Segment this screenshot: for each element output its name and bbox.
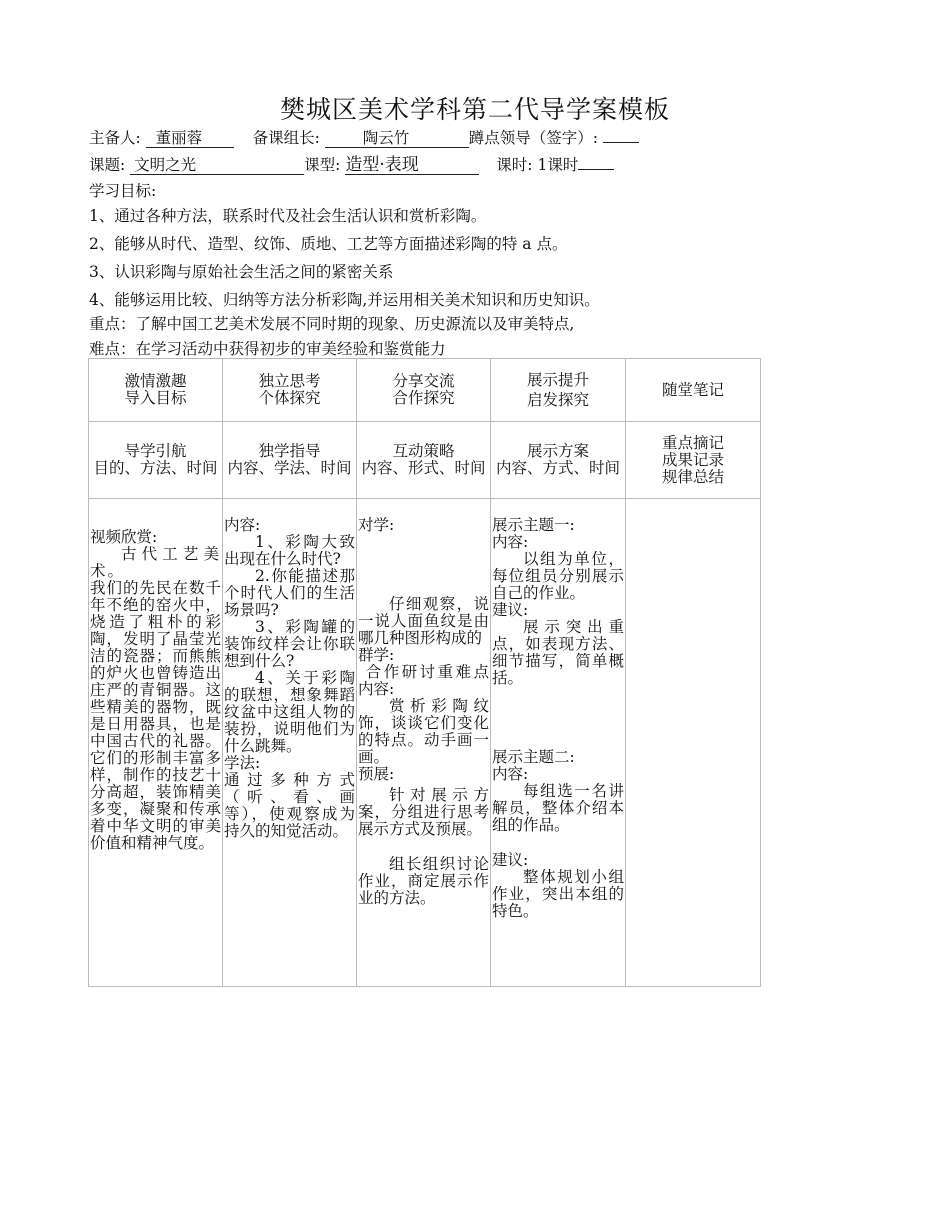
question-4: 4、关于彩陶的联想，想象舞蹈纹盆中这组人物的装扮，说明他们为什么跳舞。 <box>224 669 355 755</box>
type-label: 课型: <box>304 156 341 174</box>
question-3: 3、彩陶罐的装饰纹样会让你联想到什么? <box>224 618 355 670</box>
supervisor-signature-blank <box>603 142 639 143</box>
hours-label: 课时: <box>496 156 533 174</box>
objective-4: 4、能够运用比较、归纳等方法分析彩陶,并运用相关美术知识和历史知识。 <box>89 291 600 309</box>
header-cell: 展示方案 内容、方式、时间 <box>491 422 626 499</box>
header-cell: 互动策略 内容、形式、时间 <box>357 422 491 499</box>
header-cell: 独学指导 内容、学法、时间 <box>223 422 357 499</box>
theme-2-suggest-text: 整体规划小组作业，突出本组的特色。 <box>492 868 624 920</box>
objective-1: 1、通过各种方法，联系时代及社会生活认识和赏析彩陶。 <box>89 207 487 225</box>
theme-2-text: 每组选一名讲解员，整体介绍本组的作品。 <box>492 782 624 834</box>
independent-study-cell <box>223 499 357 987</box>
guide-cell <box>89 499 223 987</box>
topic-label: 课题: <box>89 156 126 174</box>
method-text: 通过多种方式（听、看、画等），使观察成为持久的知觉活动。 <box>224 771 355 840</box>
group-study-task: 赏析彩陶纹饰，谈谈它们变化的特点。动手画一画。 <box>358 697 489 766</box>
objective-3: 3、认识彩陶与原始社会生活之间的紧密关系 <box>89 263 394 281</box>
guide-text: 我们的先民在数千年不绝的窑火中，烧造了粗朴的彩陶，发明了晶莹光洁的瓷器；而熊熊的炉火也曾铸造出庄严的青铜器。这些精美的器物，既是日用器具，也是中国古代的礼器。它们的形制丰富多样，制作的技艺十分高超，装饰精美多变，凝聚和传承着中华文明的审美价值和精神气度。 <box>90 579 221 852</box>
theme-2-content-label: 内容: <box>492 765 529 783</box>
header-cell: 独立思考 个体探究 <box>223 359 357 422</box>
header-cell: 重点摘记 成果记录 规律总结 <box>626 422 761 499</box>
hours-value: 1课时 <box>537 156 579 174</box>
theme-2-suggest-label: 建议: <box>492 851 529 869</box>
header-cell: 激情激趣 导入目标 <box>89 359 223 422</box>
content-label: 内容: <box>224 516 261 534</box>
header-cell: 分享交流 合作探究 <box>357 359 491 422</box>
difficulty: 难点：在学习活动中获得初步的审美经验和鉴赏能力 <box>89 340 446 358</box>
key-point: 重点：了解中国工艺美术发展不同时期的现象、历史源流以及审美特点, <box>89 315 575 333</box>
study-plan-table <box>88 358 761 987</box>
theme-1-suggest-text: 展示突出重点，如表现方法、细节描写，简单概括。 <box>492 618 624 687</box>
header-cell: 随堂笔记 <box>626 359 761 422</box>
preview-task: 组长组织讨论作业，商定展示作业的方法。 <box>358 855 489 907</box>
type-value: 造型·表现 <box>345 156 479 175</box>
page-title: 樊城区美术学科第二代导学案模板 <box>279 95 670 124</box>
pair-study-text: 仔细观察，说一说人面鱼纹是由哪几种图形构成的 <box>358 595 489 647</box>
preparer-value: 董丽蓉 <box>146 129 234 148</box>
header-cell: 导学引航 目的、方法、时间 <box>89 422 223 499</box>
meta-row-1 <box>89 128 639 148</box>
hours-blank <box>578 169 614 170</box>
video-label: 视频欣赏: <box>90 528 158 546</box>
theme-1-text: 以组为单位，每位组员分别展示自己的作业。 <box>492 550 624 602</box>
group-leader-value: 陶云竹 <box>325 129 469 148</box>
guide-heading: 古代工艺美术。 <box>90 545 221 580</box>
table-header-row-1 <box>89 359 761 422</box>
showcase-cell <box>491 499 626 987</box>
objective-2: 2、能够从时代、造型、纹饰、质地、工艺等方面描述彩陶的特 a 点。 <box>89 235 568 253</box>
theme-2-label: 展示主题二: <box>492 748 575 766</box>
meta-row-2 <box>89 155 614 175</box>
preparer-label: 主备人: <box>89 129 141 147</box>
supervisor-label: 蹲点领导（签字）: <box>468 129 599 147</box>
table-header-row-2 <box>89 422 761 499</box>
objectives-label: 学习目标: <box>89 182 157 200</box>
pair-study-label: 对学: <box>358 516 395 534</box>
header-cell: 展示提升 启发探究 <box>491 359 626 422</box>
preview-label: 预展: <box>358 765 395 783</box>
theme-1-content-label: 内容: <box>492 533 529 551</box>
interaction-cell <box>357 499 491 987</box>
notes-cell <box>626 499 761 987</box>
theme-1-suggest-label: 建议: <box>492 601 529 619</box>
group-study-text: 合作研讨重难点内容: <box>358 663 489 698</box>
question-2: 2.你能描述那个时代人们的生活场景吗? <box>224 567 355 619</box>
method-label: 学法: <box>224 754 261 772</box>
theme-1-label: 展示主题一: <box>492 516 575 534</box>
group-leader-label: 备课组长: <box>252 129 320 147</box>
group-study-label: 群学: <box>358 646 395 664</box>
topic-value: 文明之光 <box>130 156 304 175</box>
preview-text: 针对展示方案，分组进行思考展示方式及预展。 <box>358 786 489 838</box>
table-body-row <box>89 499 761 987</box>
question-1: 1、彩陶大致出现在什么时代? <box>224 533 355 568</box>
